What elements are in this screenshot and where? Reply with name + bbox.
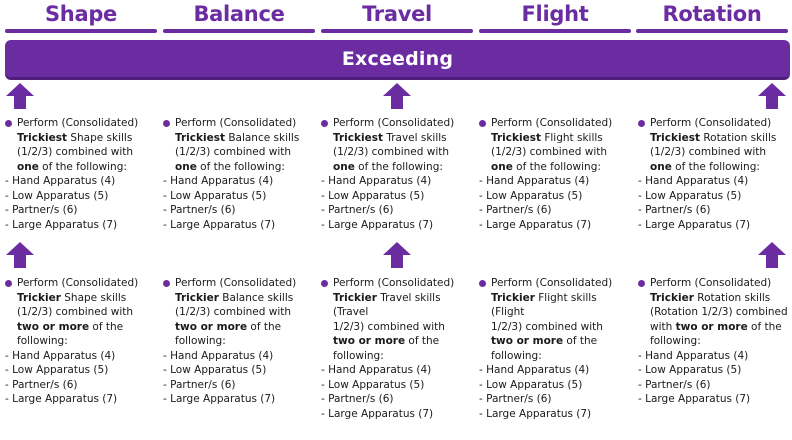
- skill-text: Shape skills: [66, 131, 133, 144]
- option-partners: - Partner/s (6): [479, 204, 552, 216]
- skill-text: Rotation skills: [693, 291, 771, 304]
- following-text: of the following:: [196, 160, 285, 173]
- option-large-apparatus: - Large Apparatus (7): [321, 218, 434, 231]
- block-intro: [638, 116, 788, 174]
- option-hand-apparatus: - Hand Apparatus (4): [479, 175, 590, 187]
- upper-block-balance: [163, 116, 313, 232]
- intro-line: Perform (Consolidated): [491, 117, 613, 129]
- option-large-apparatus: - Large Apparatus (7): [321, 407, 434, 420]
- count-word: one: [650, 160, 672, 173]
- up-arrow-icon: [383, 242, 411, 268]
- header-underline: [321, 29, 473, 33]
- header-travel: [321, 0, 473, 34]
- option-low-apparatus: - Low Apparatus (5): [479, 378, 583, 391]
- option-large-apparatus: - Large Apparatus (7): [5, 393, 118, 405]
- following-text: of the following:: [671, 160, 760, 173]
- following-text: of the following:: [354, 160, 443, 173]
- difficulty-word: Trickier: [175, 291, 219, 304]
- option-hand-apparatus: - Hand Apparatus (4): [163, 175, 274, 187]
- following-word: following:: [650, 335, 701, 347]
- option-hand-apparatus: - Hand Apparatus (4): [5, 175, 116, 187]
- option-partners: - Partner/s (6): [638, 378, 711, 391]
- header-label: Flight: [521, 2, 589, 26]
- block-intro: [479, 276, 629, 363]
- following-text: of the: [563, 335, 598, 347]
- up-arrow-icon: [758, 242, 786, 268]
- option-low-apparatus: - Low Apparatus (5): [638, 189, 742, 202]
- option-partners: - Partner/s (6): [163, 204, 236, 216]
- block-intro: [163, 116, 313, 174]
- block-intro: [638, 276, 788, 349]
- option-partners: - Partner/s (6): [321, 204, 394, 216]
- block-intro: [5, 116, 155, 174]
- header-shape: [5, 0, 157, 34]
- header-underline: [5, 29, 157, 33]
- combined-text: (1/2/3) combined with: [491, 146, 608, 158]
- header-underline: [636, 29, 788, 33]
- option-large-apparatus: - Large Apparatus (7): [163, 393, 276, 405]
- option-low-apparatus: - Low Apparatus (5): [321, 378, 425, 391]
- difficulty-word: Trickiest: [491, 131, 541, 144]
- lower-block-balance: [163, 276, 313, 407]
- exceeding-banner: [5, 40, 790, 80]
- option-hand-apparatus: - Hand Apparatus (4): [321, 364, 432, 376]
- bullet-dot: [638, 280, 645, 287]
- combined-text: (1/2/3) combined with: [333, 146, 450, 158]
- following-word: following:: [175, 335, 226, 347]
- lower-block-rotation: [638, 276, 788, 407]
- option-hand-apparatus: - Hand Apparatus (4): [638, 349, 749, 362]
- combined-text: (1/2/3) combined with: [17, 306, 134, 318]
- skill-text: Shape skills: [60, 291, 127, 304]
- header-label: Rotation: [662, 2, 762, 26]
- combined-text: 1/2/3) combined with: [333, 320, 445, 333]
- option-hand-apparatus: - Hand Apparatus (4): [163, 349, 274, 362]
- following-text: of the: [89, 320, 124, 333]
- count-word: two or more: [675, 320, 748, 333]
- count-word: one: [491, 160, 513, 173]
- following-word: following:: [491, 349, 542, 362]
- option-partners: - Partner/s (6): [638, 204, 711, 216]
- option-large-apparatus: - Large Apparatus (7): [163, 218, 276, 231]
- block-intro: [5, 276, 155, 349]
- difficulty-word: Trickiest: [333, 131, 383, 144]
- following-word: following:: [17, 335, 68, 347]
- up-arrow-icon: [758, 83, 786, 109]
- lower-block-flight: [479, 276, 629, 421]
- count-word: one: [175, 160, 197, 173]
- intro-line: Perform (Consolidated): [650, 277, 772, 289]
- option-low-apparatus: - Low Apparatus (5): [163, 189, 267, 202]
- skill-text: Rotation skills: [699, 131, 777, 144]
- header-label: Balance: [193, 2, 285, 26]
- skill-text: Travel skills: [382, 131, 447, 144]
- option-hand-apparatus: - Hand Apparatus (4): [5, 349, 116, 362]
- combined-text: (Rotation 1/2/3) combined: [650, 306, 788, 318]
- bullet-dot: [638, 120, 645, 127]
- following-text: of the following:: [512, 160, 601, 173]
- block-intro: [321, 276, 471, 363]
- combined-text: (1/2/3) combined with: [175, 146, 292, 158]
- option-large-apparatus: - Large Apparatus (7): [479, 407, 592, 420]
- option-partners: - Partner/s (6): [5, 204, 78, 216]
- header-balance: [163, 0, 315, 34]
- option-large-apparatus: - Large Apparatus (7): [479, 218, 592, 231]
- combined-text: (1/2/3) combined with: [175, 306, 292, 318]
- option-partners: - Partner/s (6): [163, 378, 236, 391]
- difficulty-word: Trickiest: [175, 131, 225, 144]
- count-word: one: [17, 160, 39, 173]
- up-arrow-icon: [383, 83, 411, 109]
- intro-line: Perform (Consolidated): [491, 277, 613, 289]
- intro-line: Perform (Consolidated): [17, 277, 139, 289]
- option-low-apparatus: - Low Apparatus (5): [638, 364, 742, 376]
- following-word: following:: [333, 349, 384, 362]
- option-partners: - Partner/s (6): [321, 393, 394, 405]
- header-label: Travel: [362, 2, 432, 26]
- bullet-dot: [321, 280, 328, 287]
- upper-block-flight: [479, 116, 629, 232]
- bullet-dot: [163, 280, 170, 287]
- skill-text: Flight skills: [540, 131, 603, 144]
- upper-block-shape: [5, 116, 155, 232]
- up-arrow-icon: [6, 83, 34, 109]
- difficulty-word: Trickiest: [17, 131, 67, 144]
- combined-text: (1/2/3) combined with: [650, 146, 767, 158]
- with-text: with: [650, 320, 676, 333]
- bullet-dot: [479, 280, 486, 287]
- combined-text: (1/2/3) combined with: [17, 146, 134, 158]
- following-text: of the: [405, 335, 440, 347]
- option-large-apparatus: - Large Apparatus (7): [638, 218, 751, 231]
- intro-line: Perform (Consolidated): [650, 117, 772, 129]
- lower-block-shape: [5, 276, 155, 407]
- option-low-apparatus: - Low Apparatus (5): [5, 189, 109, 202]
- intro-line: Perform (Consolidated): [175, 117, 297, 129]
- difficulty-word: Trickiest: [650, 131, 700, 144]
- intro-line: Perform (Consolidated): [333, 117, 455, 129]
- upper-block-rotation: [638, 116, 788, 232]
- header-flight: [479, 0, 631, 34]
- following-text: of the: [247, 320, 282, 333]
- option-hand-apparatus: - Hand Apparatus (4): [321, 175, 432, 187]
- skill-text: Travel skills (Travel: [333, 291, 441, 318]
- option-partners: - Partner/s (6): [479, 393, 552, 405]
- header-underline: [163, 29, 315, 33]
- block-intro: [321, 116, 471, 174]
- count-word: one: [333, 160, 355, 173]
- option-low-apparatus: - Low Apparatus (5): [479, 189, 583, 202]
- bullet-dot: [5, 280, 12, 287]
- option-hand-apparatus: - Hand Apparatus (4): [479, 364, 590, 376]
- bullet-dot: [479, 120, 486, 127]
- option-low-apparatus: - Low Apparatus (5): [163, 364, 267, 376]
- difficulty-word: Trickier: [333, 291, 377, 304]
- difficulty-word: Trickier: [17, 291, 61, 304]
- count-word: two or more: [175, 320, 248, 333]
- option-large-apparatus: - Large Apparatus (7): [638, 393, 751, 405]
- intro-line: Perform (Consolidated): [333, 277, 455, 289]
- option-large-apparatus: - Large Apparatus (7): [5, 218, 118, 231]
- following-text: of the: [747, 320, 782, 333]
- combined-text: 1/2/3) combined with: [491, 320, 603, 333]
- difficulty-word: Trickier: [650, 291, 694, 304]
- count-word: two or more: [17, 320, 90, 333]
- block-intro: [479, 116, 629, 174]
- lower-block-travel: [321, 276, 471, 421]
- option-low-apparatus: - Low Apparatus (5): [321, 189, 425, 202]
- header-label: Shape: [44, 2, 118, 26]
- skill-text: Balance skills: [224, 131, 300, 144]
- bullet-dot: [163, 120, 170, 127]
- skill-text: Flight skills (Flight: [491, 291, 597, 318]
- option-hand-apparatus: - Hand Apparatus (4): [638, 175, 749, 187]
- block-intro: [163, 276, 313, 349]
- skill-text: Balance skills: [218, 291, 294, 304]
- difficulty-word: Trickier: [491, 291, 535, 304]
- intro-line: Perform (Consolidated): [17, 117, 139, 129]
- up-arrow-icon: [6, 242, 34, 268]
- count-word: two or more: [491, 335, 564, 347]
- header-underline: [479, 29, 631, 33]
- intro-line: Perform (Consolidated): [175, 277, 297, 289]
- option-low-apparatus: - Low Apparatus (5): [5, 364, 109, 376]
- banner-title: Exceeding: [341, 48, 454, 70]
- count-word: two or more: [333, 335, 406, 347]
- upper-block-travel: [321, 116, 471, 232]
- header-rotation: [636, 0, 788, 34]
- bullet-dot: [5, 120, 12, 127]
- option-partners: - Partner/s (6): [5, 378, 78, 391]
- bullet-dot: [321, 120, 328, 127]
- following-text: of the following:: [38, 160, 127, 173]
